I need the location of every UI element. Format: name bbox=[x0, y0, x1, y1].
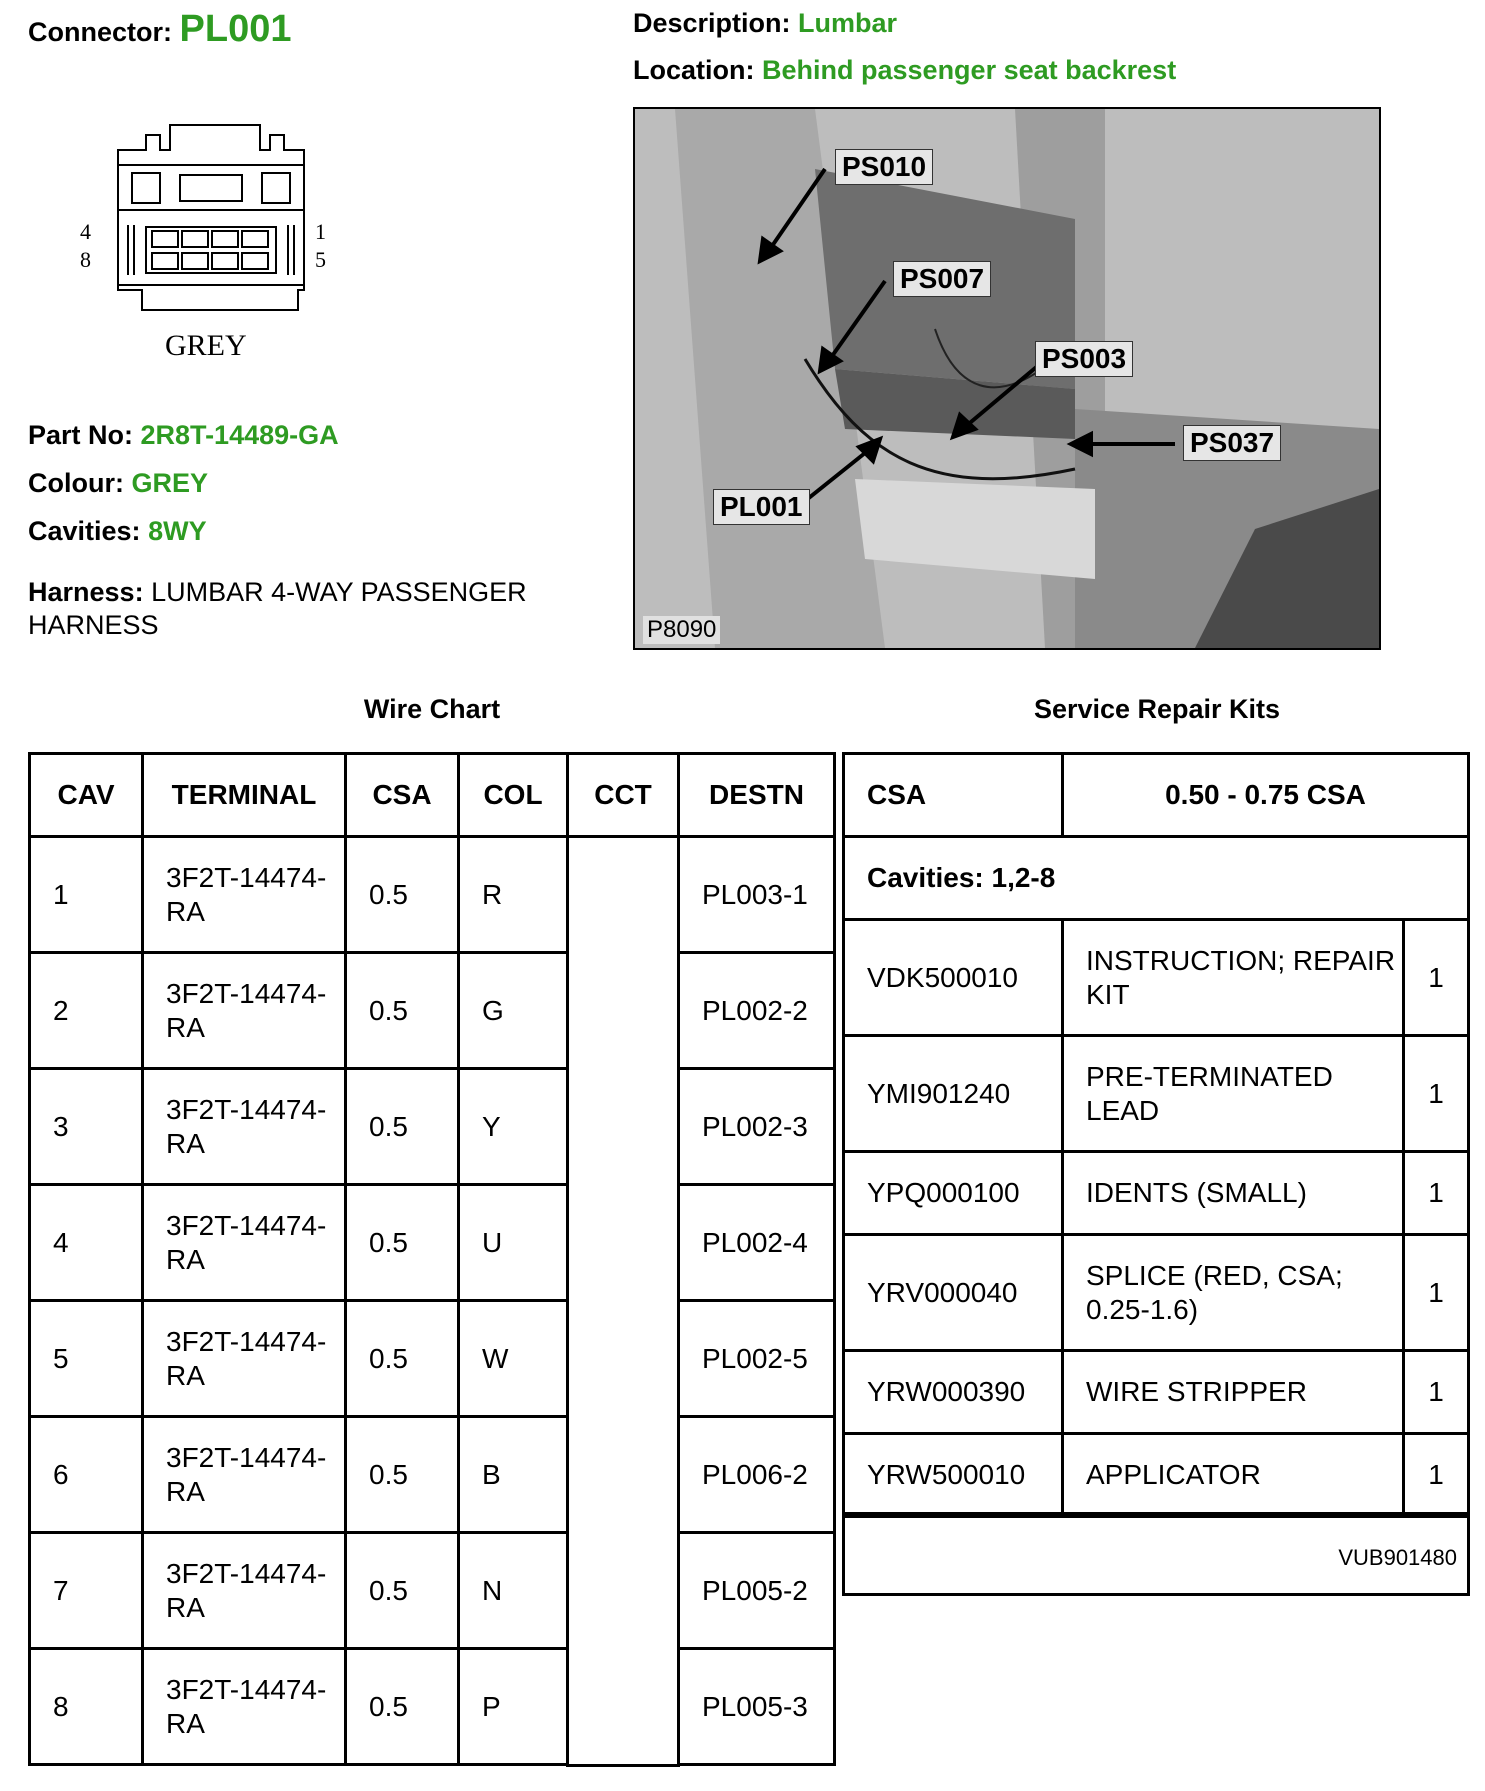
terminal-cell: 3F2T-14474-RA bbox=[141, 1647, 347, 1766]
cav-cell: 6 bbox=[28, 1415, 144, 1534]
kit-qty: 1 bbox=[1402, 1150, 1470, 1236]
col-cell: N bbox=[457, 1531, 569, 1650]
kit-description: PRE-TERMINATED LEAD bbox=[1061, 1034, 1405, 1153]
header-cav: CAV bbox=[28, 752, 144, 838]
kit-description: APPLICATOR bbox=[1061, 1432, 1405, 1518]
csa-cell: 0.5 bbox=[344, 951, 460, 1070]
kit-code: YRW000390 bbox=[842, 1349, 1064, 1435]
csa-cell: 0.5 bbox=[344, 1299, 460, 1418]
part-no-value: 2R8T-14489-GA bbox=[140, 420, 339, 450]
kit-qty: 1 bbox=[1402, 1432, 1470, 1518]
part-no-label: Part No: bbox=[28, 420, 134, 450]
cav-cell: 7 bbox=[28, 1531, 144, 1650]
location-photo bbox=[633, 107, 1381, 650]
pin-label-1: 1 bbox=[315, 219, 326, 244]
kit-description: SPLICE (RED, CSA; 0.25-1.6) bbox=[1061, 1233, 1405, 1352]
kits-reference-code: VUB901480 bbox=[1338, 1545, 1457, 1570]
kit-code: YRV000040 bbox=[842, 1233, 1064, 1352]
terminal-cell: 3F2T-14474-RA bbox=[141, 1415, 347, 1534]
kit-code: YRW500010 bbox=[842, 1432, 1064, 1518]
kits-header-csa: CSA bbox=[842, 752, 1064, 838]
description-field bbox=[633, 8, 897, 39]
col-cell: P bbox=[457, 1647, 569, 1766]
connector-face-diagram bbox=[70, 115, 330, 395]
wire-chart-title: Wire Chart bbox=[363, 694, 501, 724]
kits-header-value: 0.50 - 0.75 CSA bbox=[1061, 752, 1470, 838]
kit-qty: 1 bbox=[1402, 1034, 1470, 1153]
repair-kits-title: Service Repair Kits bbox=[1033, 694, 1281, 724]
location-label: Location: bbox=[633, 55, 755, 85]
connector-field bbox=[28, 8, 291, 51]
col-cell: B bbox=[457, 1415, 569, 1534]
cav-cell: 3 bbox=[28, 1067, 144, 1186]
location-value: Behind passenger seat backrest bbox=[762, 55, 1177, 85]
terminal-cell: 3F2T-14474-RA bbox=[141, 1183, 347, 1302]
header-destn: DESTN bbox=[677, 752, 836, 838]
csa-cell: 0.5 bbox=[344, 1067, 460, 1186]
harness-field bbox=[28, 576, 618, 642]
terminal-cell: 3F2T-14474-RA bbox=[141, 1067, 347, 1186]
connector-value: PL001 bbox=[179, 8, 292, 50]
cavities-field bbox=[28, 516, 207, 547]
destn-cell: PL006-2 bbox=[677, 1415, 836, 1534]
description-label: Description: bbox=[633, 8, 791, 38]
kit-description: INSTRUCTION; REPAIR KIT bbox=[1061, 918, 1405, 1037]
header-terminal: TERMINAL bbox=[141, 752, 347, 838]
col-cell: G bbox=[457, 951, 569, 1070]
colour-label: Colour: bbox=[28, 468, 124, 498]
kit-qty: 1 bbox=[1402, 1349, 1470, 1435]
destn-cell: PL002-3 bbox=[677, 1067, 836, 1186]
kit-code: VDK500010 bbox=[842, 918, 1064, 1037]
destn-cell: PL005-3 bbox=[677, 1647, 836, 1766]
callout-ps010: PS010 bbox=[835, 149, 933, 185]
col-cell: U bbox=[457, 1183, 569, 1302]
kit-code: YMI901240 bbox=[842, 1034, 1064, 1153]
pin-label-5: 5 bbox=[315, 247, 326, 272]
harness-label: Harness: bbox=[28, 577, 144, 607]
kit-qty: 1 bbox=[1402, 918, 1470, 1037]
col-cell: R bbox=[457, 835, 569, 954]
csa-cell: 0.5 bbox=[344, 1531, 460, 1650]
callout-pl001: PL001 bbox=[713, 489, 810, 525]
colour-value: GREY bbox=[131, 468, 209, 498]
pin-label-4: 4 bbox=[80, 219, 91, 244]
seat-backrest-illustration bbox=[635, 109, 1379, 648]
cav-cell: 2 bbox=[28, 951, 144, 1070]
csa-cell: 0.5 bbox=[344, 835, 460, 954]
cav-cell: 5 bbox=[28, 1299, 144, 1418]
destn-cell: PL003-1 bbox=[677, 835, 836, 954]
destn-cell: PL002-4 bbox=[677, 1183, 836, 1302]
connector-label: Connector: bbox=[28, 17, 172, 47]
col-cell: W bbox=[457, 1299, 569, 1418]
location-field bbox=[633, 55, 1176, 86]
pin-label-8: 8 bbox=[80, 247, 91, 272]
kit-description: IDENTS (SMALL) bbox=[1061, 1150, 1405, 1236]
kit-qty: 1 bbox=[1402, 1233, 1470, 1352]
callout-ps007: PS007 bbox=[893, 261, 991, 297]
csa-cell: 0.5 bbox=[344, 1647, 460, 1766]
header-csa: CSA bbox=[344, 752, 460, 838]
repair-kits-table bbox=[842, 752, 1470, 1596]
cavities-value: 8WY bbox=[148, 516, 207, 546]
part-no-field bbox=[28, 420, 339, 451]
cav-cell: 1 bbox=[28, 835, 144, 954]
terminal-cell: 3F2T-14474-RA bbox=[141, 1299, 347, 1418]
terminal-cell: 3F2T-14474-RA bbox=[141, 835, 347, 954]
kit-code: YPQ000100 bbox=[842, 1150, 1064, 1236]
description-value: Lumbar bbox=[798, 8, 898, 38]
destn-cell: PL005-2 bbox=[677, 1531, 836, 1650]
destn-cell: PL002-2 bbox=[677, 951, 836, 1070]
csa-cell: 0.5 bbox=[344, 1415, 460, 1534]
cav-cell: 8 bbox=[28, 1647, 144, 1766]
callout-ps003: PS003 bbox=[1035, 341, 1133, 377]
kits-cavities: Cavities: 1,2-8 bbox=[842, 835, 1470, 921]
destn-cell: PL002-5 bbox=[677, 1299, 836, 1418]
callout-ps037: PS037 bbox=[1183, 425, 1281, 461]
colour-field bbox=[28, 468, 208, 499]
terminal-cell: 3F2T-14474-RA bbox=[141, 951, 347, 1070]
connector-colour-text: GREY bbox=[165, 329, 247, 362]
header-cct: CCT bbox=[566, 752, 680, 838]
cavities-label: Cavities: bbox=[28, 516, 141, 546]
photo-code: P8090 bbox=[643, 616, 720, 644]
terminal-cell: 3F2T-14474-RA bbox=[141, 1531, 347, 1650]
cct-column bbox=[566, 835, 680, 1767]
harness-value: LUMBAR 4-WAY PASSENGER HARNESS bbox=[28, 577, 527, 640]
cav-cell: 4 bbox=[28, 1183, 144, 1302]
csa-cell: 0.5 bbox=[344, 1183, 460, 1302]
header-col: COL bbox=[457, 752, 569, 838]
wire-chart-table bbox=[28, 752, 836, 1767]
kit-description: WIRE STRIPPER bbox=[1061, 1349, 1405, 1435]
col-cell: Y bbox=[457, 1067, 569, 1186]
